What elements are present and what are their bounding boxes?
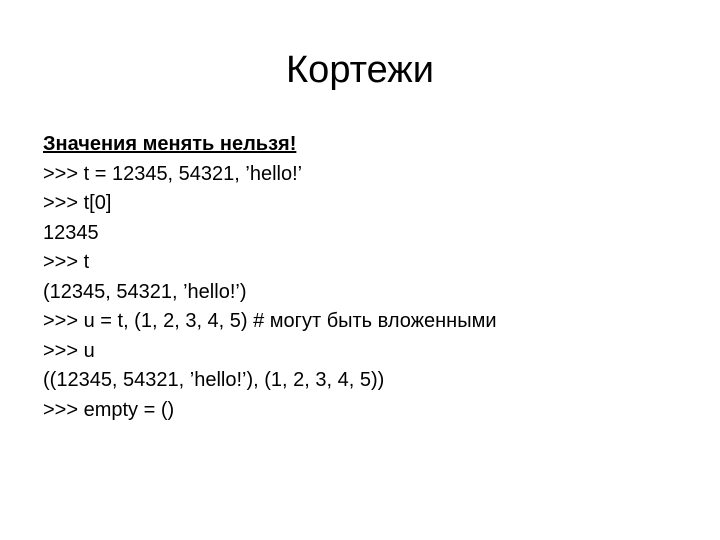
output-line: 12345 bbox=[43, 221, 99, 244]
output-line: ((12345, 54321, ’hello!’), (1, 2, 3, 4, 5)) bbox=[43, 369, 385, 391]
content-heading: Значения менять нельзя! bbox=[43, 133, 297, 155]
slide-title: Кортежи bbox=[286, 49, 434, 91]
output-line: (12345, 54321, ’hello!’) bbox=[43, 280, 247, 303]
slide-content bbox=[43, 130, 683, 425]
code-line: >>> u bbox=[43, 339, 95, 362]
code-line: >>> t bbox=[43, 251, 90, 273]
code-line: >>> u = t, (1, 2, 3, 4, 5) # могут быть вложенными bbox=[43, 310, 497, 332]
code-line: >>> empty = () bbox=[43, 398, 175, 421]
code-line: >>> t = 12345, 54321, ’hello!’ bbox=[43, 162, 303, 185]
code-line: >>> t[0] bbox=[43, 192, 112, 214]
